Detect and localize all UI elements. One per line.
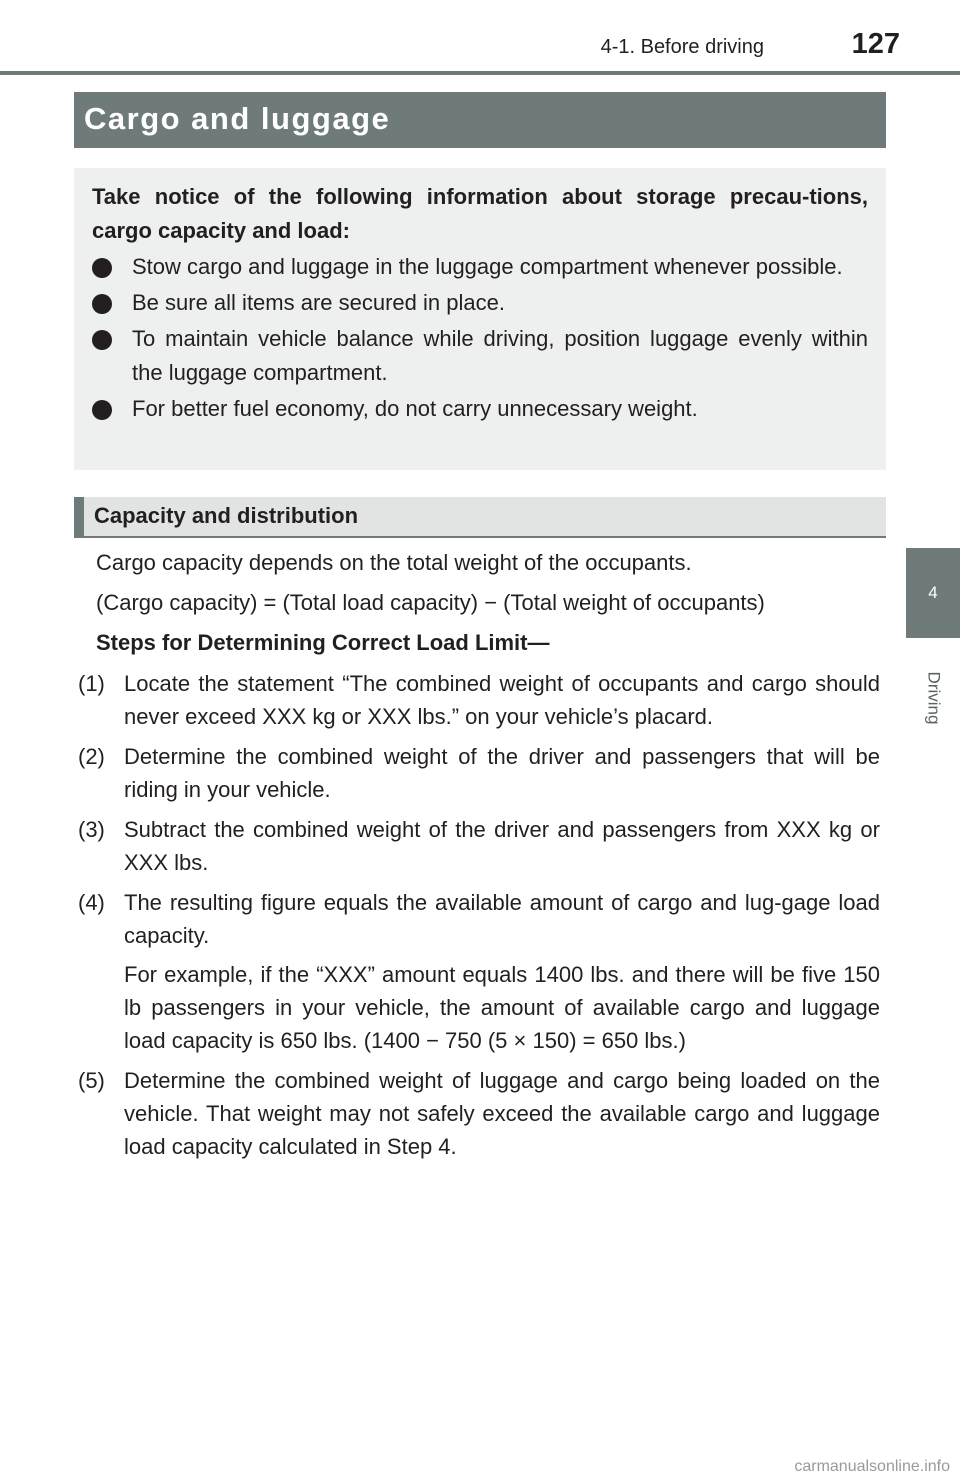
- chapter-label: Driving: [924, 671, 943, 725]
- capacity-line-1: Cargo capacity depends on the total weight of the occupants.: [96, 550, 692, 575]
- step-item: [74, 1064, 880, 1163]
- step-item: [74, 813, 880, 879]
- notice-item: [92, 286, 868, 320]
- notice-box: [74, 168, 886, 470]
- notice-item: [92, 322, 868, 390]
- step-number: (3): [78, 817, 105, 842]
- step-number: (2): [78, 744, 105, 769]
- section-heading-rule: [74, 536, 886, 538]
- step-text: The resulting figure equals the available amount of cargo and lug-gage load capacity.: [124, 890, 880, 948]
- notice-list: [92, 250, 868, 426]
- chapter-tab: [906, 548, 960, 638]
- step-text: Determine the combined weight of luggage and cargo being loaded on the vehicle. That weight may not safely exceed the available cargo and luggage load capacity calculated in Step 4.: [124, 1068, 880, 1159]
- step-text: Determine the combined weight of the driver and passengers that will be riding in your vehicle.: [124, 744, 880, 802]
- chapter-number: 4: [928, 583, 938, 602]
- notice-item: [92, 392, 868, 426]
- bullet-icon: [92, 400, 112, 420]
- steps-heading: Steps for Determining Correct Load Limit—: [96, 630, 550, 655]
- step-item: [74, 740, 880, 806]
- bullet-icon: [92, 294, 112, 314]
- step-item: [74, 886, 880, 1057]
- notice-item-text: Stow cargo and luggage in the luggage compartment whenever possible.: [132, 254, 843, 279]
- header-rule: [0, 71, 960, 75]
- notice-item-text: For better fuel economy, do not carry unnecessary weight.: [132, 396, 698, 421]
- steps-list: [74, 667, 880, 1170]
- step-example: For example, if the “XXX” amount equals 1400 lbs. and there will be five 150 lb passengers in your vehicle, the amount of available cargo and luggage load capacity is 650 lbs. (1400 − 750 (5 × 150) = 650 lbs.): [124, 962, 880, 1053]
- step-number: (4): [78, 890, 105, 915]
- page-number: 127: [851, 28, 900, 60]
- step-number: (5): [78, 1068, 105, 1093]
- notice-item-text: Be sure all items are secured in place.: [132, 290, 505, 315]
- step-number: (1): [78, 671, 105, 696]
- bullet-icon: [92, 258, 112, 278]
- capacity-intro: [74, 546, 880, 659]
- watermark: carmanualsonline.info: [794, 1458, 950, 1475]
- bullet-icon: [92, 330, 112, 350]
- step-item: [74, 667, 880, 733]
- step-text: Locate the statement “The combined weight of occupants and cargo should never exceed XXX kg or XXX lbs.” on your vehicle’s placard.: [124, 671, 880, 729]
- notice-item: [92, 250, 868, 284]
- capacity-formula: (Cargo capacity) = (Total load capacity) − (Total weight of occupants): [96, 590, 765, 615]
- section-heading: Capacity and distribution: [74, 497, 886, 537]
- section-title: 4-1. Before driving: [600, 36, 764, 58]
- notice-intro: Take notice of the following information about storage precau-tions, cargo capacity and load:: [92, 184, 868, 243]
- chapter-label-container: [906, 648, 960, 748]
- notice-item-text: To maintain vehicle balance while driving, position luggage evenly within the luggage compartment.: [132, 326, 868, 385]
- page-title: Cargo and luggage: [74, 92, 886, 148]
- step-text: Subtract the combined weight of the driver and passengers from XXX kg or XXX lbs.: [124, 817, 880, 875]
